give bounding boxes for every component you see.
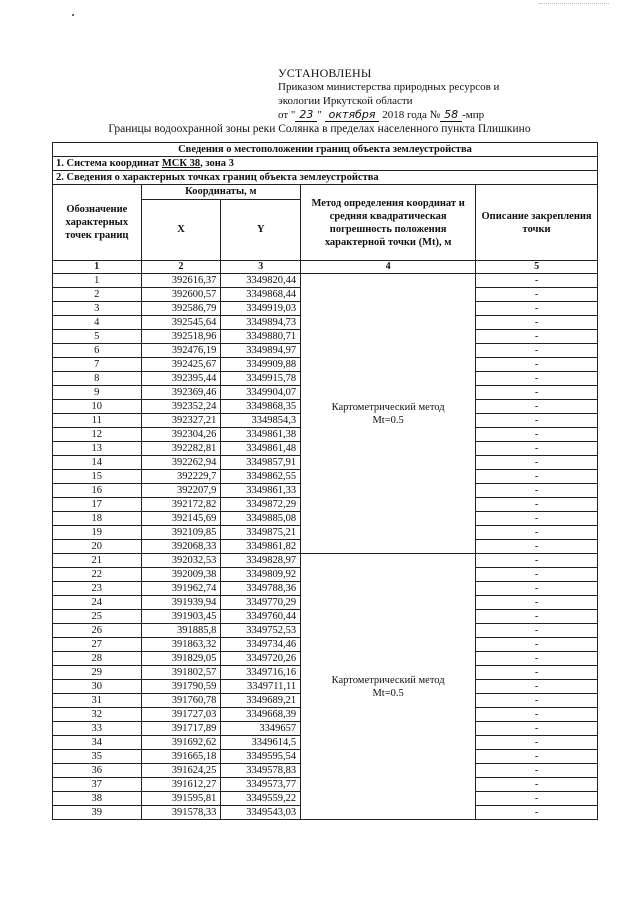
point-description: - (476, 764, 598, 778)
point-number: 17 (53, 498, 142, 512)
point-number: 36 (53, 764, 142, 778)
coord-x: 391692,62 (141, 736, 221, 750)
coord-y: 3349875,21 (221, 526, 301, 540)
coord-x: 392207,9 (141, 484, 221, 498)
section-title: Сведения о местоположении границ объекта землеустройства (53, 143, 598, 157)
point-description: - (476, 526, 598, 540)
point-description: - (476, 750, 598, 764)
coord-x: 391903,45 (141, 610, 221, 624)
col-num-5: 5 (476, 261, 598, 274)
point-number: 21 (53, 554, 142, 568)
point-description: - (476, 414, 598, 428)
scan-speck (72, 14, 74, 16)
column-numbers-row (53, 261, 598, 274)
point-number: 10 (53, 400, 142, 414)
point-number: 25 (53, 610, 142, 624)
coord-x: 392009,38 (141, 568, 221, 582)
coord-x: 392425,67 (141, 358, 221, 372)
coord-x: 391962,74 (141, 582, 221, 596)
coord-x: 392262,94 (141, 456, 221, 470)
table-row (53, 274, 598, 288)
coord-x: 392145,69 (141, 512, 221, 526)
point-description: - (476, 400, 598, 414)
point-number: 12 (53, 428, 142, 442)
coord-x: 392476,19 (141, 344, 221, 358)
method-cell (301, 274, 476, 554)
order-date-line (278, 108, 499, 122)
coord-x: 392109,85 (141, 526, 221, 540)
point-number: 24 (53, 596, 142, 610)
point-description: - (476, 666, 598, 680)
points-title-row (53, 171, 598, 185)
point-number: 26 (53, 624, 142, 638)
point-number: 28 (53, 652, 142, 666)
coord-y: 3349861,48 (221, 442, 301, 456)
point-number: 20 (53, 540, 142, 554)
coord-system-label: 1. Система координат (56, 157, 162, 169)
point-description: - (476, 540, 598, 554)
coord-y: 3349543,03 (221, 806, 301, 820)
col-num-3: 3 (221, 261, 301, 274)
point-number: 23 (53, 582, 142, 596)
coord-y: 3349828,97 (221, 554, 301, 568)
scan-corner-mark (539, 3, 609, 5)
date-mid: " (317, 109, 322, 121)
point-number: 5 (53, 330, 142, 344)
point-description: - (476, 680, 598, 694)
point-number: 19 (53, 526, 142, 540)
point-description: - (476, 442, 598, 456)
coord-x: 392395,44 (141, 372, 221, 386)
point-number: 9 (53, 386, 142, 400)
col-header-point: Обозначение характерных точек границ (53, 185, 142, 261)
coord-x: 392586,79 (141, 302, 221, 316)
point-number: 6 (53, 344, 142, 358)
method-text: Картометрический метод (331, 401, 445, 413)
date-month-handwritten: октября (325, 108, 380, 122)
point-number: 35 (53, 750, 142, 764)
coord-y: 3349809,92 (221, 568, 301, 582)
point-description: - (476, 638, 598, 652)
coord-y: 3349861,38 (221, 428, 301, 442)
coord-x: 391665,18 (141, 750, 221, 764)
coord-y: 3349854,3 (221, 414, 301, 428)
coord-x: 392304,26 (141, 428, 221, 442)
point-description: - (476, 582, 598, 596)
coord-y: 3349752,53 (221, 624, 301, 638)
point-number: 2 (53, 288, 142, 302)
point-description: - (476, 694, 598, 708)
coord-x: 391790,59 (141, 680, 221, 694)
coord-y: 3349868,44 (221, 288, 301, 302)
coord-system (53, 157, 598, 171)
col-header-coords: Координаты, м (141, 185, 301, 200)
point-description: - (476, 484, 598, 498)
point-description: - (476, 736, 598, 750)
point-number: 32 (53, 708, 142, 722)
coord-y: 3349915,78 (221, 372, 301, 386)
point-description: - (476, 288, 598, 302)
point-number: 33 (53, 722, 142, 736)
coord-y: 3349857,91 (221, 456, 301, 470)
point-number: 29 (53, 666, 142, 680)
coord-y: 3349716,16 (221, 666, 301, 680)
point-description: - (476, 512, 598, 526)
col-num-4: 4 (301, 261, 476, 274)
coord-system-zone: , зона 3 (200, 157, 234, 169)
coord-x: 392518,96 (141, 330, 221, 344)
coord-x: 391802,57 (141, 666, 221, 680)
col-num-1: 1 (53, 261, 142, 274)
point-number: 4 (53, 316, 142, 330)
coord-y: 3349904,07 (221, 386, 301, 400)
point-number: 34 (53, 736, 142, 750)
point-description: - (476, 778, 598, 792)
coord-x: 392282,81 (141, 442, 221, 456)
coord-x: 391717,89 (141, 722, 221, 736)
coord-y: 3349689,21 (221, 694, 301, 708)
point-description: - (476, 386, 598, 400)
coord-x: 392616,37 (141, 274, 221, 288)
coord-x: 391624,25 (141, 764, 221, 778)
coord-x: 392327,21 (141, 414, 221, 428)
coord-x: 391829,05 (141, 652, 221, 666)
point-description: - (476, 554, 598, 568)
point-number: 31 (53, 694, 142, 708)
coord-y: 3349868,35 (221, 400, 301, 414)
coord-x: 391612,27 (141, 778, 221, 792)
coord-y: 3349788,36 (221, 582, 301, 596)
point-number: 27 (53, 638, 142, 652)
method-cell (301, 554, 476, 820)
point-number: 16 (53, 484, 142, 498)
order-suffix: -мпр (462, 109, 485, 121)
point-number: 7 (53, 358, 142, 372)
point-description: - (476, 372, 598, 386)
coord-system-row (53, 157, 598, 171)
point-number: 39 (53, 806, 142, 820)
coord-y: 3349657 (221, 722, 301, 736)
point-description: - (476, 792, 598, 806)
points-title: 2. Сведения о характерных точках границ объекта землеустройства (53, 171, 598, 185)
order-number-handwritten: 58 (440, 108, 462, 122)
method-accuracy: Mt=0.5 (372, 414, 404, 426)
method-text: Картометрический метод (331, 674, 445, 686)
coord-x: 392369,46 (141, 386, 221, 400)
coord-y: 3349919,03 (221, 302, 301, 316)
coord-x: 391760,78 (141, 694, 221, 708)
table-row (53, 554, 598, 568)
point-description: - (476, 274, 598, 288)
coord-x: 392352,24 (141, 400, 221, 414)
coord-y: 3349894,97 (221, 344, 301, 358)
coord-y: 3349614,5 (221, 736, 301, 750)
point-description: - (476, 302, 598, 316)
coord-x: 392600,57 (141, 288, 221, 302)
point-description: - (476, 470, 598, 484)
point-number: 37 (53, 778, 142, 792)
point-number: 13 (53, 442, 142, 456)
point-description: - (476, 344, 598, 358)
coord-x: 391939,94 (141, 596, 221, 610)
coord-y: 3349770,29 (221, 596, 301, 610)
coord-y: 3349872,29 (221, 498, 301, 512)
header-row-1 (53, 185, 598, 200)
coord-x: 392032,53 (141, 554, 221, 568)
coord-x: 391863,32 (141, 638, 221, 652)
coord-y: 3349861,82 (221, 540, 301, 554)
approval-stamp (278, 66, 499, 122)
point-number: 22 (53, 568, 142, 582)
coord-y: 3349861,33 (221, 484, 301, 498)
coord-y: 3349880,71 (221, 330, 301, 344)
coord-x: 391885,8 (141, 624, 221, 638)
coord-y: 3349559,22 (221, 792, 301, 806)
coord-y: 3349734,46 (221, 638, 301, 652)
point-description: - (476, 596, 598, 610)
date-year: 2018 года № (382, 109, 441, 121)
coord-x: 392068,33 (141, 540, 221, 554)
method-accuracy: Mt=0.5 (372, 687, 404, 699)
date-day-handwritten: 23 (295, 108, 317, 122)
point-number: 30 (53, 680, 142, 694)
point-number: 18 (53, 512, 142, 526)
point-number: 3 (53, 302, 142, 316)
point-description: - (476, 610, 598, 624)
point-description: - (476, 498, 598, 512)
order-line-2: экологии Иркутской области (278, 95, 413, 107)
coord-y: 3349885,08 (221, 512, 301, 526)
document-title: Границы водоохранной зоны реки Солянка в пределах населенного пункта Плишкино (108, 123, 531, 135)
point-description: - (476, 624, 598, 638)
point-description: - (476, 722, 598, 736)
point-description: - (476, 708, 598, 722)
date-prefix: от " (278, 109, 296, 121)
approved-heading: УСТАНОВЛЕНЫ (278, 66, 372, 80)
boundary-points-table (52, 142, 598, 820)
coord-x: 391727,03 (141, 708, 221, 722)
coord-y: 3349820,44 (221, 274, 301, 288)
coord-x: 391578,33 (141, 806, 221, 820)
col-header-method: Метод определения координат и средняя квадратическая погрешность положения характерной точки (Mt), м (301, 185, 476, 261)
point-description: - (476, 806, 598, 820)
coord-y: 3349720,26 (221, 652, 301, 666)
coord-y: 3349578,83 (221, 764, 301, 778)
coord-x: 392229,7 (141, 470, 221, 484)
coord-system-name: МСК 38 (161, 157, 201, 169)
point-description: - (476, 330, 598, 344)
order-line: Приказом министерства природных ресурсов и (278, 81, 500, 93)
point-description: - (476, 456, 598, 470)
point-number: 14 (53, 456, 142, 470)
coord-y: 3349909,88 (221, 358, 301, 372)
point-description: - (476, 316, 598, 330)
coord-y: 3349573,77 (221, 778, 301, 792)
coord-y: 3349894,73 (221, 316, 301, 330)
coord-x: 392172,82 (141, 498, 221, 512)
point-description: - (476, 428, 598, 442)
coord-x: 392545,64 (141, 316, 221, 330)
point-number: 11 (53, 414, 142, 428)
point-number: 15 (53, 470, 142, 484)
point-number: 38 (53, 792, 142, 806)
col-num-2: 2 (141, 261, 221, 274)
point-description: - (476, 568, 598, 582)
coord-y: 3349595,54 (221, 750, 301, 764)
col-header-y: Y (221, 200, 301, 261)
coord-y: 3349862,55 (221, 470, 301, 484)
coord-y: 3349760,44 (221, 610, 301, 624)
point-description: - (476, 358, 598, 372)
coord-y: 3349668,39 (221, 708, 301, 722)
point-number: 1 (53, 274, 142, 288)
section-title-row (53, 143, 598, 157)
coord-x: 391595,81 (141, 792, 221, 806)
point-number: 8 (53, 372, 142, 386)
coord-y: 3349711,11 (221, 680, 301, 694)
col-header-x: X (141, 200, 221, 261)
col-header-desc: Описание закрепления точки (476, 185, 598, 261)
point-description: - (476, 652, 598, 666)
